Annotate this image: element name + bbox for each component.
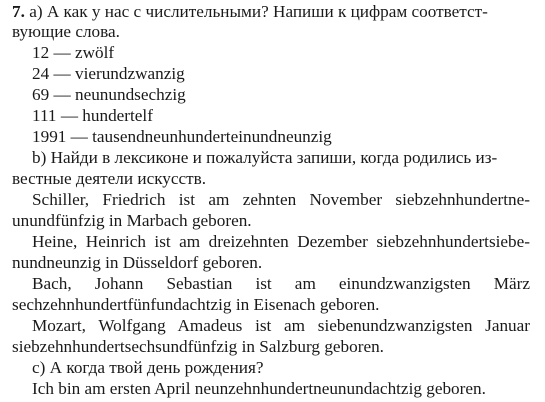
number-row	[32, 127, 332, 147]
number-dash: —	[53, 85, 71, 104]
part-b-text-line1: b) Найди в лексиконе и пожалуйста запиши, когда родились из-	[32, 148, 498, 167]
number-word: hundertelf	[82, 106, 153, 125]
number-dash: —	[53, 64, 71, 83]
number-digits: 111	[32, 106, 57, 125]
answer-text: Ich bin am ersten April neunzehnhundertneunundachtzig geboren.	[32, 379, 486, 398]
entry-line2: unundfünfzig in Marbach geboren.	[12, 211, 252, 230]
part-a-text-line1: а) А как у нас с числительными? Напиши к цифрам соответст-	[29, 2, 488, 21]
number-row	[32, 64, 185, 84]
number-word: vierundzwanzig	[74, 64, 185, 83]
number-row	[32, 106, 153, 126]
number-row	[32, 85, 186, 105]
entry-line1: Mozart, Wolfgang Amadeus ist am siebenundzwanzigsten Januar	[32, 316, 530, 335]
entry-line2: sechzehnhundertfünfundachtzig in Eisenach geboren.	[12, 295, 380, 314]
entry-line1: Schiller, Friedrich ist am zehnten November siebzehnhundertne-	[32, 190, 530, 209]
entry-line2: nundneunzig in Düsseldorf geboren.	[12, 253, 263, 272]
number-dash: —	[60, 106, 78, 125]
number-digits: 1991	[32, 127, 67, 146]
number-word: tausendneunhunderteinundneunzig	[92, 127, 332, 146]
part-c-text: с) А когда твой день рождения?	[32, 358, 264, 377]
number-word: neunundsechzig	[74, 85, 186, 104]
entry-line2: siebzehnhundertsechsundfünfzig in Salzburg geboren.	[12, 337, 384, 356]
number-dash: —	[70, 127, 88, 146]
exercise-number: 7.	[12, 2, 25, 21]
number-dash: —	[53, 43, 71, 62]
exercise-a-heading	[12, 2, 488, 22]
number-digits: 69	[32, 85, 50, 104]
number-word: zwölf	[74, 43, 115, 62]
part-a-text-line2: вующие слова.	[12, 22, 120, 41]
number-digits: 12	[32, 43, 50, 62]
entry-line1: Bach, Johann Sebastian ist am einundzwanzigsten März	[32, 274, 530, 293]
number-digits: 24	[32, 64, 50, 83]
part-b-text-line2: вестные деятели искусств.	[12, 169, 207, 188]
entry-line1: Heine, Heinrich ist am dreizehnten Dezember siebzehnhundertsiebe-	[32, 232, 530, 251]
number-row	[32, 43, 114, 63]
